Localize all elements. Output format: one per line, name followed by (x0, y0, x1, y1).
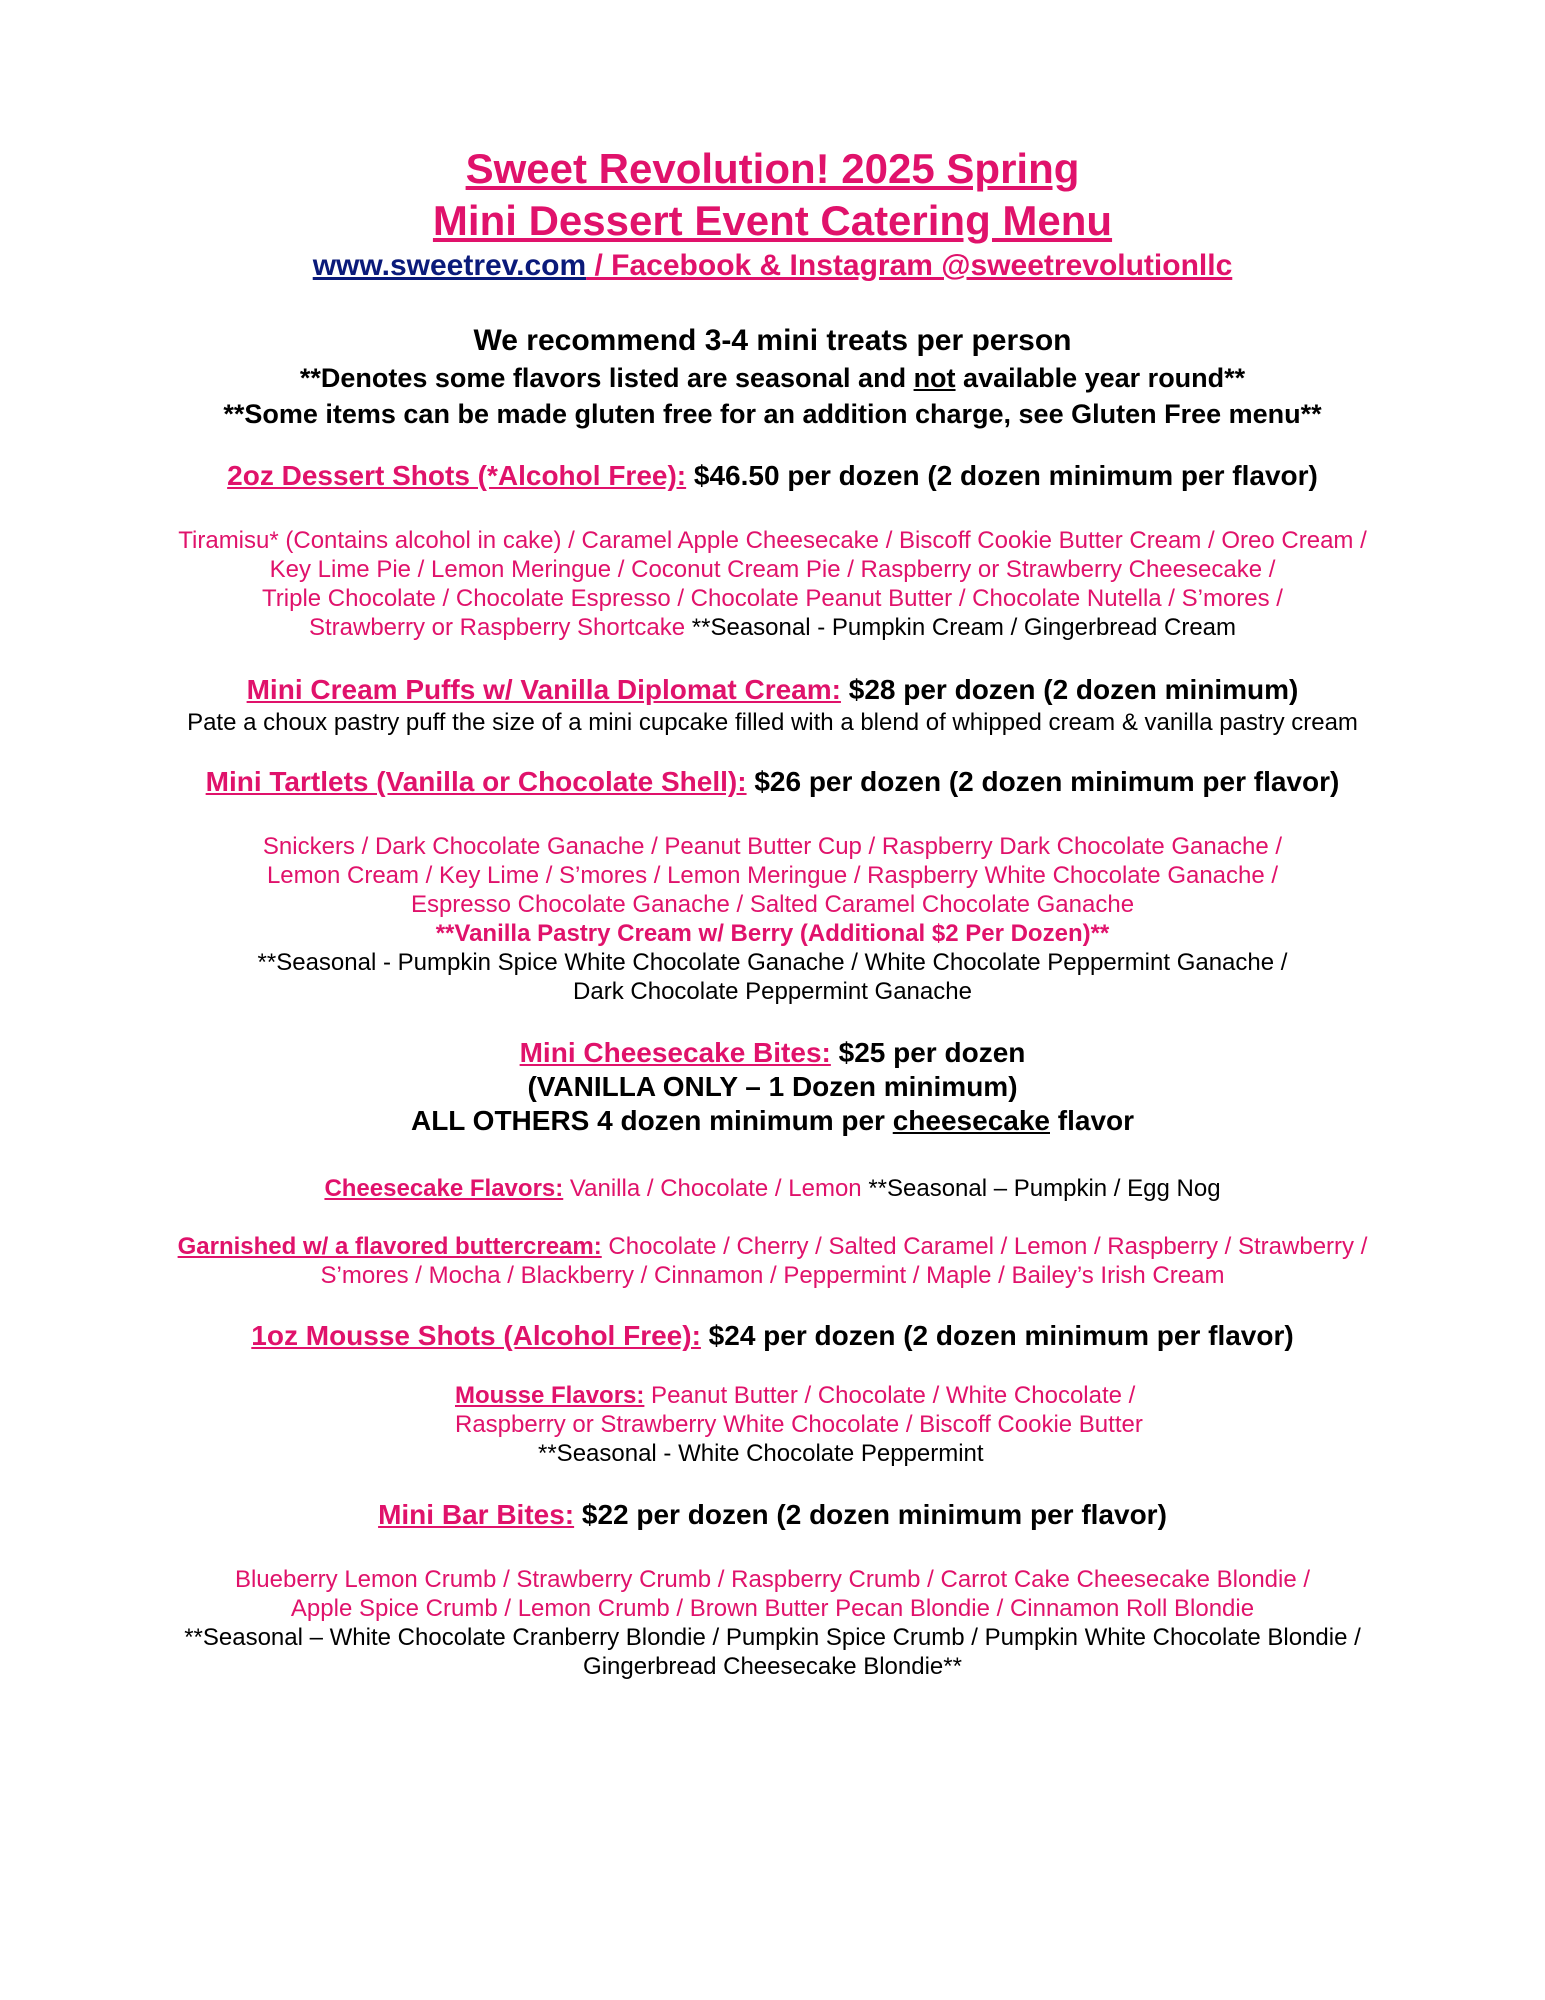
dessert-shots-line-3: Triple Chocolate / Chocolate Espresso / Chocolate Peanut Butter / Chocolate Nutella / S’mores / (262, 585, 1283, 612)
cheesecake-flavors (0, 1174, 1545, 1203)
dessert-shots-heading (0, 458, 1545, 494)
bars-line-1: Blueberry Lemon Crumb / Strawberry Crumb / Raspberry Crumb / Carrot Cake Cheesecake Blondie / (234, 1566, 1311, 1593)
cheesecake-garnish-line-1 (0, 1232, 1545, 1261)
bars-line-2: Apple Spice Crumb / Lemon Crumb / Brown Butter Pecan Blondie / Cinnamon Roll Blondie (290, 1595, 1255, 1622)
bars-name: Mini Bar Bites: (378, 1499, 575, 1530)
recommend-text: We recommend 3-4 mini treats per person (473, 324, 1072, 357)
cheesecake-garnish-list-1: Chocolate / Cherry / Salted Caramel / Lemon / Raspberry / Strawberry / (601, 1233, 1368, 1260)
cheesecake-min-2-post: flavor (1050, 1105, 1135, 1136)
links-line (0, 247, 1545, 285)
bars-price: $22 per dozen (2 dozen minimum per flavor) (574, 1499, 1167, 1530)
section-mousse (0, 1318, 1545, 1354)
cheesecake-flavors-seasonal: **Seasonal – Pumpkin / Egg Nog (861, 1175, 1221, 1202)
cheesecake-price: $25 per dozen (830, 1037, 1026, 1068)
cheesecake-name: Mini Cheesecake Bites: (519, 1037, 831, 1068)
section-cream-puffs (0, 672, 1545, 737)
section-tartlets (0, 764, 1545, 800)
seasonal-note-not: not (913, 363, 956, 393)
mousse-name: 1oz Mousse Shots (Alcohol Free): (251, 1320, 701, 1351)
cheesecake-garnish-line-2: S’mores / Mocha / Blackberry / Cinnamon / Peppermint / Maple / Bailey’s Irish Cream (320, 1262, 1225, 1289)
cheesecake-min-2-u: cheesecake (892, 1105, 1050, 1136)
dessert-shots-seasonal: **Seasonal - Pumpkin Cream / Gingerbread Cream (685, 614, 1237, 641)
dessert-shots-line-2: Key Lime Pie / Lemon Meringue / Coconut Cream Pie / Raspberry or Strawberry Cheesecake / (269, 556, 1276, 583)
dessert-shots-line-4 (0, 613, 1545, 642)
dessert-shots-flavors (0, 526, 1545, 642)
cream-puffs-price: $28 per dozen (2 dozen minimum) (840, 674, 1299, 705)
bars-seasonal-1: **Seasonal – White Chocolate Cranberry Blondie / Pumpkin Spice Crumb / Pumpkin White Chocolate Blondie / (184, 1624, 1361, 1651)
tartlets-price: $26 per dozen (2 dozen minimum per flavor) (746, 766, 1340, 797)
cheesecake-garnish (0, 1232, 1545, 1290)
cheesecake-min-1: (VANILLA ONLY – 1 Dozen minimum) (527, 1071, 1018, 1102)
intro (0, 322, 1545, 432)
tartlets-name: Mini Tartlets (Vanilla or Chocolate Shell): (205, 766, 747, 797)
tartlets-heading (0, 764, 1545, 800)
title-line-1: Sweet Revolution! 2025 Spring (465, 145, 1080, 192)
bars-seasonal-2: Gingerbread Cheesecake Blondie** (583, 1653, 962, 1680)
dessert-shots-price: $46.50 per dozen (2 dozen minimum per flavor) (686, 460, 1318, 491)
title-line-2: Mini Dessert Event Catering Menu (432, 197, 1113, 244)
mousse-heading (0, 1318, 1545, 1354)
tartlets-special: **Vanilla Pastry Cream w/ Berry (Additional $2 Per Dozen)** (435, 920, 1110, 947)
website-link[interactable]: www.sweetrev.com (312, 249, 587, 282)
cheesecake-heading (0, 1036, 1545, 1070)
tartlets-seasonal-2: Dark Chocolate Peppermint Ganache (573, 978, 972, 1005)
tartlets-line-1: Snickers / Dark Chocolate Ganache / Peanut Butter Cup / Raspberry Dark Chocolate Ganache / (262, 833, 1283, 860)
mousse-label: Mousse Flavors: (455, 1382, 645, 1409)
gluten-note: **Some items can be made gluten free for an addition charge, see Gluten Free menu** (223, 399, 1322, 429)
tartlets-flavors (0, 832, 1545, 1006)
cheesecake-min-2-pre: ALL OTHERS 4 dozen minimum per (410, 1105, 893, 1136)
tartlets-seasonal-1: **Seasonal - Pumpkin Spice White Chocolate Ganache / White Chocolate Peppermint Ganache / (257, 949, 1288, 976)
seasonal-note-post: available year round** (955, 363, 1246, 393)
bars-flavors (0, 1565, 1545, 1681)
cream-puffs-desc: Pate a choux pastry puff the size of a mini cupcake filled with a blend of whipped cream & vanilla pastry cream (187, 709, 1358, 736)
mousse-list-1: Peanut Butter / Chocolate / White Chocolate / (644, 1382, 1136, 1409)
cheesecake-flavors-label: Cheesecake Flavors: (324, 1175, 564, 1202)
section-bars (0, 1497, 1545, 1533)
dessert-shots-line-4-pink: Strawberry or Raspberry Shortcake (308, 614, 686, 641)
cheesecake-garnish-label: Garnished w/ a flavored buttercream: (177, 1233, 602, 1260)
mousse-flavors (455, 1381, 1255, 1468)
section-cheesecake (0, 1036, 1545, 1138)
cheesecake-min-2 (0, 1104, 1545, 1138)
seasonal-note (0, 360, 1545, 396)
tartlets-line-2: Lemon Cream / Key Lime / S’mores / Lemon Meringue / Raspberry White Chocolate Ganache / (266, 862, 1279, 889)
mousse-line-2: Raspberry or Strawberry White Chocolate / Biscoff Cookie Butter (455, 1411, 1143, 1438)
section-dessert-shots (0, 458, 1545, 494)
tartlets-line-3: Espresso Chocolate Ganache / Salted Caramel Chocolate Ganache (410, 891, 1135, 918)
mousse-seasonal: **Seasonal - White Chocolate Peppermint (538, 1440, 984, 1467)
dessert-shots-name: 2oz Dessert Shots (*Alcohol Free): (227, 460, 687, 491)
seasonal-note-pre: **Denotes some flavors listed are seasonal and (299, 363, 914, 393)
cheesecake-flavors-list: Vanilla / Chocolate / Lemon (563, 1175, 862, 1202)
bars-heading (0, 1497, 1545, 1533)
social-link[interactable]: / Facebook & Instagram @sweetrevolutionllc (586, 249, 1233, 282)
mousse-line-1 (455, 1381, 1255, 1410)
header (0, 143, 1545, 285)
dessert-shots-line-1: Tiramisu* (Contains alcohol in cake) / Caramel Apple Cheesecake / Biscoff Cookie Butter Cream / Oreo Cream / (178, 527, 1367, 554)
cheesecake-flavors-line (0, 1174, 1545, 1203)
mousse-price: $24 per dozen (2 dozen minimum per flavor) (700, 1320, 1294, 1351)
cream-puffs-heading (0, 672, 1545, 708)
cream-puffs-name: Mini Cream Puffs w/ Vanilla Diplomat Cream: (246, 674, 841, 705)
